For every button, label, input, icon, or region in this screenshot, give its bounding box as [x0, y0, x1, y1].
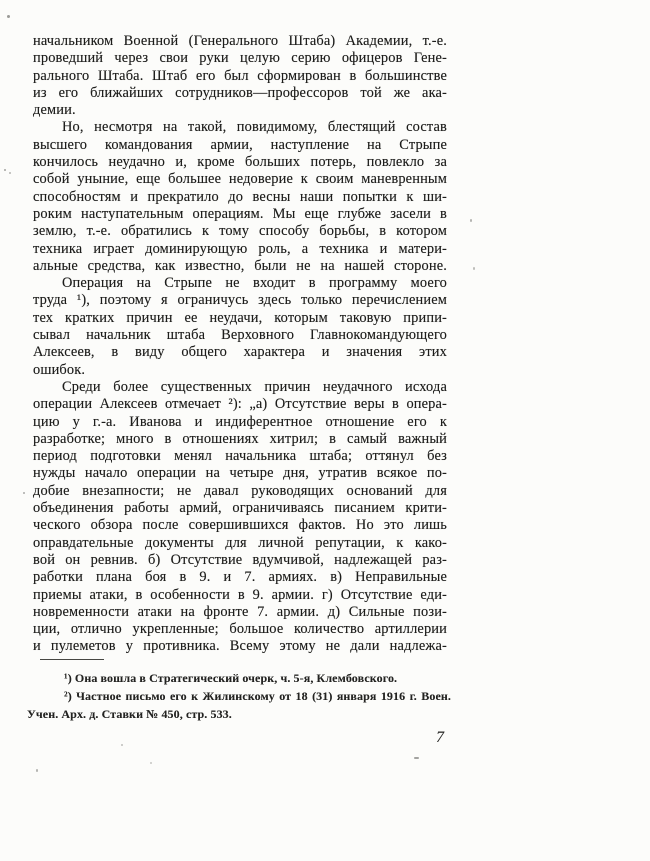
text-line: собой уныние, еще большее недоверие к своим маневренным [33, 171, 447, 188]
text-line: оправдательные документы для личной репутации, к како- [33, 534, 447, 551]
text-line: и пулеметов у противника. Всему этому не дали надлежа- [33, 638, 447, 655]
text-line: тех кратких причин ее неудачи, которым таковую припи- [33, 309, 447, 326]
scan-speck [23, 492, 25, 494]
paragraph [33, 275, 447, 379]
footnote-line: Учен. Арх. д. Ставки № 450, стр. 533. [27, 707, 232, 722]
scan-speck [414, 757, 419, 759]
text-line: ции, отлично укрепленные; большое количество артиллерии [33, 621, 447, 638]
text-line: землю, т.-е. обратились к тому способу борьбы, в котором [33, 223, 447, 240]
text-line: рального Штаба. Штаб его был сформирован в большинстве [33, 67, 447, 84]
text-line: период подготовки менял начальника штаба; оттянул без [33, 448, 447, 465]
text-line: сывал начальник штаба Верховного Главнокомандующего [33, 327, 447, 344]
text-line: новременности атаки на фронте 7. армии. д) Сильные пози- [33, 603, 447, 620]
scan-speck [473, 267, 475, 270]
text-line: альные средства, как известно, были не на нашей стороне. [33, 257, 447, 274]
text-line: высшего командования армии, наступление на Стрыпе [33, 136, 447, 153]
text-line: роким наступательным операциям. Мы еще глубже засели в [33, 205, 447, 222]
text-line: способностям и прекратило до весны наши попытки к ши- [33, 188, 447, 205]
main-text [33, 33, 447, 656]
text-line: из его ближайших сотрудников—профессоров той же ака- [33, 84, 447, 101]
text-line: кончилось неудачно и, кроме больших потерь, повлекло за [33, 154, 447, 171]
text-line: труда ¹), поэтому я ограничусь здесь только перечислением [33, 292, 447, 309]
text-line: вой он ревнив. б) Отсутствие вдумчивой, надлежащей раз- [33, 551, 447, 568]
text-line: разработке; много в отношениях хитрил; в самый важный [33, 430, 447, 447]
text-line: ошибок. [33, 361, 86, 378]
paragraph [33, 33, 447, 119]
page-number: 7 [436, 729, 444, 746]
text-line: начальником Военной (Генерального Штаба) Академии, т.-е. [33, 33, 447, 49]
paragraph [33, 379, 447, 656]
text-line: объединения работы армий, ограничиваясь писанием крити- [33, 500, 447, 517]
scan-speck [121, 744, 123, 746]
scan-speck [150, 762, 152, 764]
text-line: добие внезапности; не давал руководящих оснований для [33, 482, 447, 499]
text-line: Алексеев, в виду общего характера и значения этих [33, 344, 447, 361]
text-line: техника играет доминирующую роль, а техника и матери- [33, 240, 447, 257]
text-line: проведший через свои руки целую серию офицеров Гене- [33, 50, 447, 67]
text-line: работки плана боя в 9. и 7. армиях. в) Неправильные [33, 569, 447, 586]
scan-speck [7, 15, 10, 18]
scan-speck [36, 769, 38, 772]
footnote-line: ¹) Она вошла в Стратегический очерк, ч. 5-я, Клембовского. [64, 671, 398, 685]
scan-speck [4, 169, 6, 171]
text-line: Среди более существенных причин неудачного исхода [62, 378, 447, 395]
text-line: операции Алексеев отмечает ²): „а) Отсутствие веры в опера- [33, 396, 447, 413]
text-line: Но, несмотря на такой, повидимому, блестящий состав [62, 119, 447, 136]
scan-speck [470, 219, 472, 222]
text-line: цию у г.-а. Иванова и индиферентное отношение его к [33, 413, 447, 430]
text-line: Операция на Стрыпе не входит в программу моего [62, 275, 447, 292]
scan-speck [9, 172, 11, 174]
footnotes [27, 669, 451, 724]
paragraph [33, 119, 447, 275]
text-line: нужды начало операции на четыре дня, утратив всякое по- [33, 465, 447, 482]
footnote-line: ²) Частное письмо его к Жилинскому от 18 (31) января 1916 г. Воен. [64, 689, 451, 704]
footnote-separator [40, 659, 104, 660]
text-line: ческого обзора после совершившихся фактов. Но это лишь [33, 517, 447, 534]
text-line: приемы атаки, в особенности в 9. армии. г) Отсутствие еди- [33, 586, 447, 603]
text-line: демии. [33, 102, 76, 119]
